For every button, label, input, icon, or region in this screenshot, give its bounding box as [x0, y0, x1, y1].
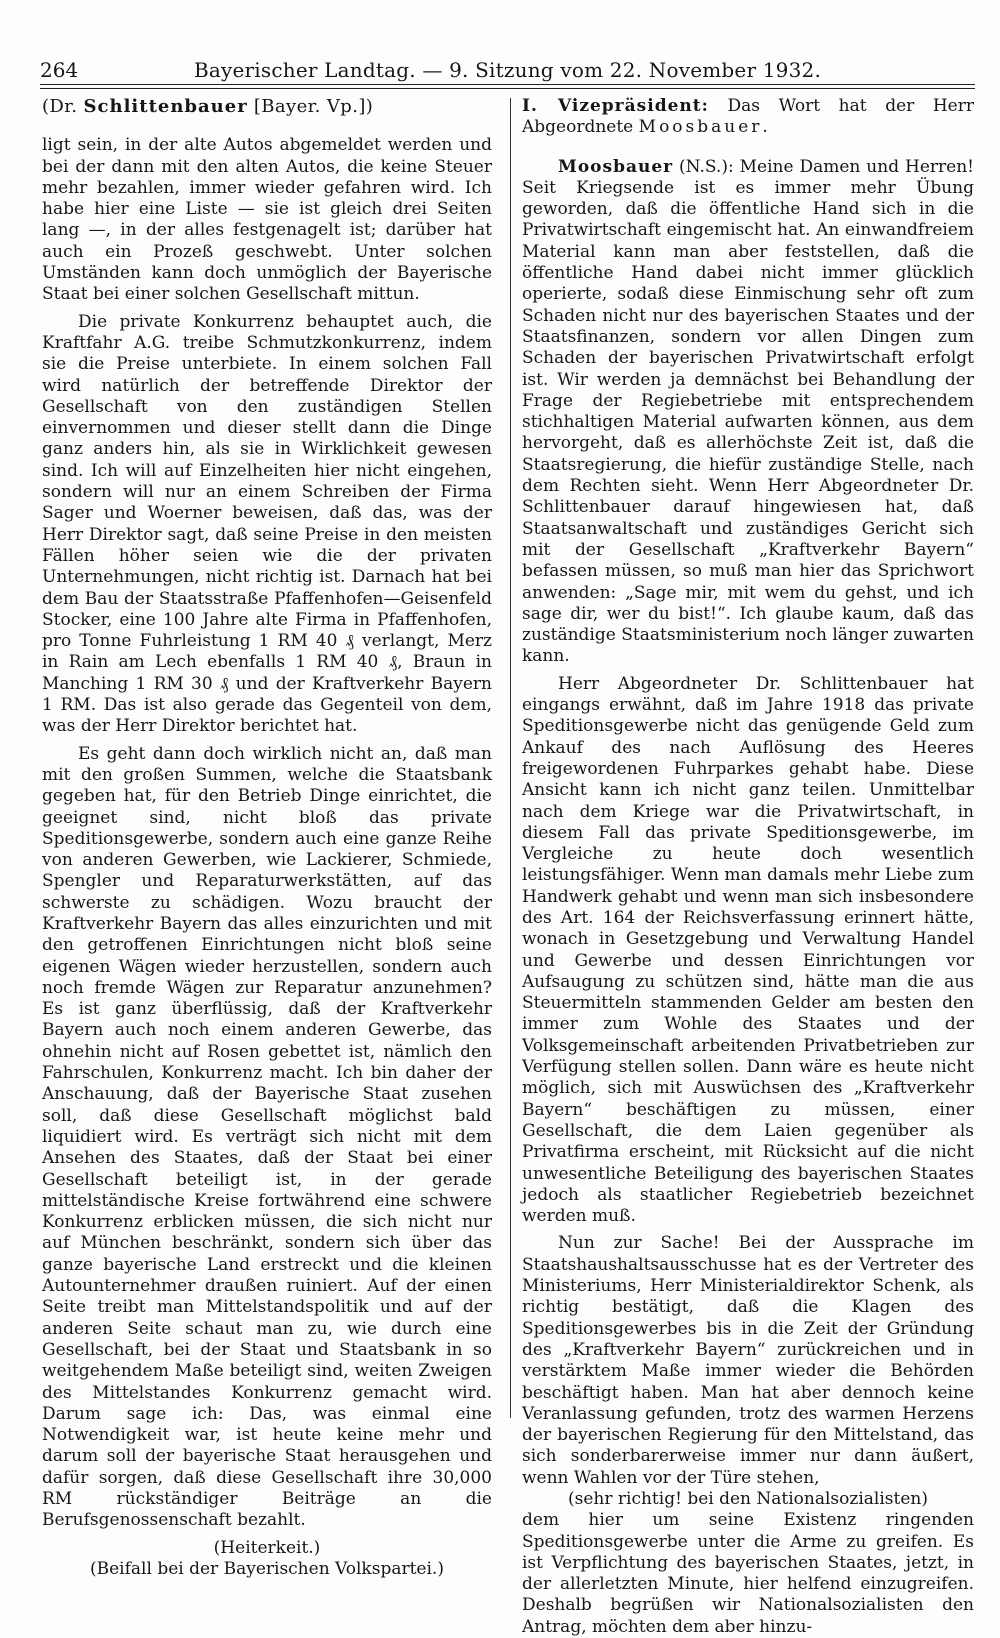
- speaker-party: [Bayer. Vp.]): [247, 96, 374, 117]
- paragraph: dem hier um seine Existenz ringenden Speditionsgewerbe unter die Arme zu greifen. Es ist Verpflichtung des bayerischen Staates, jetzt, in der allerletzten Minute, hier helfend einzugreifen. Deshalb begrüßen wir Nationalsozialisten den Antrag, möchten dem aber hinzu-: [522, 1510, 974, 1637]
- speech-text: Das Wort hat der Herr Abgeordnete: [522, 96, 974, 138]
- page-number: 264: [40, 58, 79, 82]
- speaker-open: (Dr.: [42, 96, 84, 117]
- paragraph: Die private Konkurrenz behauptet auch, die Kraftfahr A.G. treibe Schmutzkonkurrenz, indem sie die Preise unterbiete. In einem solchen Fall wird natürlich der betreffende Direktor der Gesellschaft von den zuständigen Stellen einvernommen und dieser stellt dann die Dinge ganz anders hin, als sie in Wirklichkeit gewesen sind. Ich will auf Einzelheiten hier nicht eingehen, sondern will nur an einem Schreiben der Firma Sager und Woerner beweisen, daß das, was der Herr Direktor sagt, daß seine Preise in den meisten Fällen höher seien wie die der privaten Unternehmungen, nicht richtig ist. Darnach hat bei dem Bau der Staatsstraße Pfaffenhofen—Geisenfeld Stocker, eine 100 Jahre alte Firma in Pfaffenhofen, pro Tonne Fuhrleistung 1 RM 40 ₰ verlangt, Merz in Rain am Lech ebenfalls 1 RM 40 ₰, Braun in Manching 1 RM 30 ₰ und der Kraftverkehr Bayern 1 RM. Das ist also gerade das Gegenteil von dem, was der Herr Direktor berichtet hat.: [42, 311, 492, 737]
- running-title: Bayerischer Landtag. — 9. Sitzung vom 22. November 1932.: [193, 58, 822, 82]
- interjection: (Beifall bei der Bayerischen Volkspartei.): [90, 1558, 444, 1579]
- paragraph: Herr Abgeordneter Dr. Schlittenbauer hat eingangs erwähnt, daß im Jahre 1918 das private Speditionsgewerbe nicht das genügende Geld zum Ankauf des nach Auflösung des Heeres freigewordenen Fuhrparkes gehabt habe. Diese Ansicht kann ich nicht ganz teilen. Unmittelbar nach dem Kriege war die Privatwirtschaft, in diesem Fall das private Speditionsgewerbe, im Vergleiche zu heute doch wesentlich leistungsfähiger. Wenn man damals mehr Liebe zum Handwerk gehabt und wenn man sich insbesondere des Art. 164 der Reichsverfassung erinnert hätte, wonach in Gesetzgebung und Verwaltung Handel und Gewerbe und dessen Einrichtungen vor Aufsaugung zu schützen sind, hätte man die aus Steuermitteln stammenden Gelder am besten den immer zum Wohle des Staates und der Volksgemeinschaft arbeitenden Privatbetrieben zur Verfügung stellen sollen. Dann wäre es heute nicht möglich, sich mit Auswüchsen des „Kraftverkehr Bayern“ beschäftigen zu müssen, einer Gesellschaft, die dem Laien gegenüber als Privatfirma erscheint, mit Rücksicht auf die nicht unwesentliche Beteiligung des bayerischen Staates jedoch als staatlicher Regiebetrieb bezeichnet werden muß.: [522, 673, 974, 1227]
- speech-text: Meine Damen und Herren! Seit Kriegsende ist es immer mehr Übung geworden, daß die öffentliche Hand sich in die Privatwirtschaft eingemischt hat. An einwandfreiem Material kann man aber feststellen, daß die öffentliche Hand dabei nicht immer glücklich operierte, sodaß diese Einmischung sehr oft zum Schaden nicht nur des bayerischen Staates und der Staatsfinanzen, sondern vor allen Dingen zum Schaden der bayerischen Privatwirtschaft erfolgt ist. Wir werden ja demnächst bei Behandlung der Frage der Regiebetriebe mit entsprechendem stichhaltigen Material aufwarten können, aus dem hervorgeht, daß es allerhöchste Zeit ist, daß die Staatsregierung, die hiefür zuständige Stelle, nach dem Rechten sieht. Wenn Herr Abgeordneter Dr. Schlittenbauer darauf hingewiesen hat, daß Staatsanwaltschaft und zuständiges Gericht sich mit der Gesellschaft „Kraftverkehr Bayern“ befassen müssen, so muß man hier das Sprichwort anwenden: „Sage mir, mit wem du gehst, und ich sage dir, wer du bist!“. Ich glaube kaum, daß das zuständige Staatsministerium noch länger zuwarten kann.: [522, 156, 975, 667]
- header-rule-thin: [40, 88, 975, 89]
- column-divider: [510, 98, 511, 1418]
- speaker-name: Moosbauer: [558, 156, 674, 177]
- left-column: [42, 96, 492, 1580]
- speaker-label: I. Vizepräsident:: [522, 96, 709, 116]
- paragraph: [522, 157, 974, 668]
- speech-text: .: [762, 117, 768, 138]
- paragraph: Nun zur Sache! Bei der Aussprache im Staatshaushaltsausschusse hat es der Vertreter des Ministeriums, Herr Ministerialdirektor Schenk, als richtig bestätigt, daß die Klagen des Speditionsgewerbes bis in die Zeit der Gründung des „Kraftverkehr Bayern“ zurückreichen und in verstärktem Maße immer wieder die Behörden beschäftigt haben. Man hat aber dennoch keine Veranlassung gefunden, trotz des warmen Herzens der bayerischen Regierung für den Mittelstand, das sich sonderbarerweise immer nur dann äußert, wenn Wahlen vor der Türe stehen,: [522, 1233, 974, 1488]
- speaker-name: Moosbauer: [638, 117, 763, 138]
- header-rule: [40, 84, 975, 85]
- paragraph: ligt sein, in der alte Autos abgemeldet werden und bei der dann mit den alten Autos, die keine Steuer mehr bezahlen, immer wieder gefahren wird. Ich habe hier eine Liste — sie ist gleich drei Seiten lang —, in der alles festgenagelt ist; darüber hat auch ein Prozeß geschwebt. Unter solchen Umständen kann doch unmöglich der Bayerische Staat bei einer solchen Gesellschaft mittun.: [42, 135, 492, 305]
- paragraph: Es geht dann doch wirklich nicht an, daß man mit den großen Summen, welche die Staatsbank gegeben hat, für den Betrieb Dinge einrichtet, die geeignet sind, nicht bloß das private Speditionsgewerbe, sondern auch eine ganze Reihe von anderen Gewerben, wie Lackierer, Schmiede, Spengler und Reparaturwerkstätten, auf das schwerste zu schädigen. Wozu braucht der Kraftverkehr Bayern das alles einzurichten und mit den getroffenen Einrichtungen nicht bloß seine eigenen Wägen wieder herzustellen, sondern auch noch fremde Wägen zur Reparatur anzunehmen? Es ist ganz überflüssig, daß der Kraftverkehr Bayern auch noch einem anderen Gewerbe, das ohnehin nicht auf Rosen gebettet ist, nämlich den Fahrschulen, Konkurrenz macht. Ich bin daher der Anschauung, daß der Bayerische Staat zusehen soll, daß diese Gesellschaft möglichst bald liquidiert wird. Es verträgt sich nicht mit dem Ansehen des Staates, daß der Staat bei einer Gesellschaft beteiligt ist, in der gerade mittelständische Kreise fortwährend eine schwere Konkurrenz erblicken müssen, die sich nicht nur auf München beschränkt, sondern sich über das ganze bayerische Land erstreckt und die kleinen Autounternehmer draußen ruiniert. Auf der einen Seite treibt man Mittelstandspolitik und auf der anderen Seite schaut man zu, wie durch eine Gesellschaft, bei der Staat und Staatsbank in so weitgehendem Maße beteiligt sind, weiten Zweigen des Mittelstandes Konkurrenz gemacht wird. Darum sage ich: Das, was einmal eine Notwendigkeit war, ist heute keine mehr und darum soll der bayerische Staat herausgehen und dafür sorgen, daß diese Gesellschaft ihre 30,000 RM rückständiger Beiträge an die Berufsgenossenschaft bezahlt.: [42, 743, 492, 1531]
- right-column: [522, 96, 974, 1638]
- paragraph: [522, 96, 974, 139]
- page-header: [40, 54, 975, 88]
- interjection: (sehr richtig! bei den Nationalsozialisten): [568, 1489, 928, 1509]
- continued-speaker-heading: [42, 96, 492, 117]
- speaker-name: Schlittenbauer: [83, 96, 248, 117]
- speaker-party: (N.S.):: [673, 156, 734, 177]
- interjection: (Heiterkeit.): [213, 1537, 321, 1558]
